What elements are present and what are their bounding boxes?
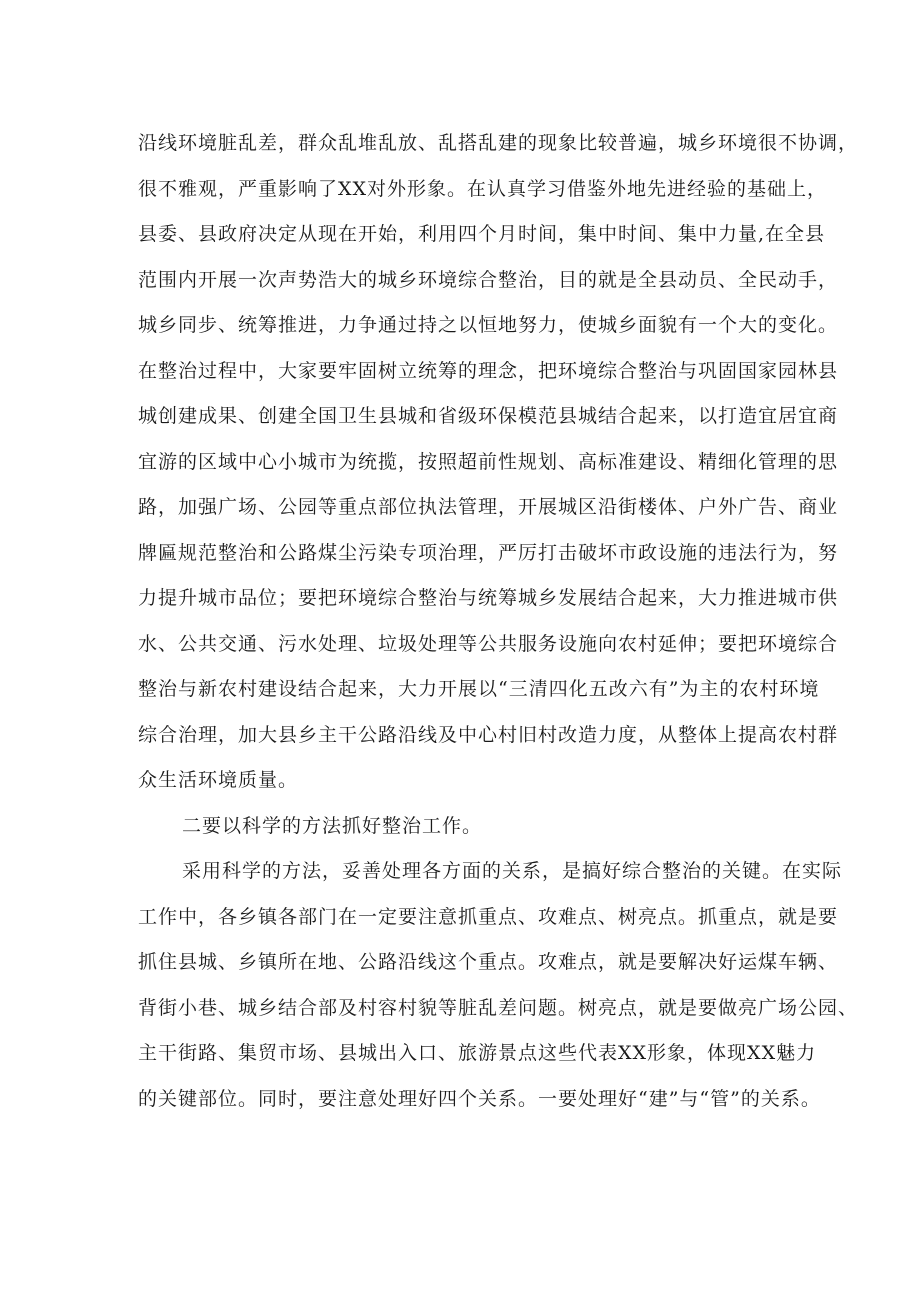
- text-line: 抓住县城、乡镇所在地、公路沿线这个重点。攻难点，就是要解决好运煤车辆、: [138, 951, 839, 973]
- text-line: 宜游的区域中心小城市为统揽，按照超前性规划、高标准建设、精细化管理的思: [138, 451, 839, 473]
- text-line: 路，加强广场、公园等重点部位执法管理，开展城区沿街楼体、户外广告、商业: [138, 496, 839, 518]
- text-line: 工作中，各乡镇各部门在一定要注意抓重点、攻难点、树亮点。抓重点，就是要: [138, 906, 839, 928]
- text-line: 水、公共交通、污水处理、垃圾处理等公共服务设施向农村延伸；要把环境综合: [138, 633, 839, 655]
- text-line: 综合治理，加大县乡主干公路沿线及中心村旧村改造力度，从整体上提高农村群: [138, 724, 839, 746]
- text-line: 很不雅观，严重影响了XX对外形象。在认真学习借鉴外地先进经验的基础上，: [138, 178, 828, 200]
- text-line: 范围内开展一次声势浩大的城乡环境综合整治，目的就是全县动员、全民动手，: [138, 269, 839, 291]
- text-line: 主干街路、集贸市场、县城出入口、旅游景点这些代表XX形象，体现XX魅力: [138, 1042, 817, 1064]
- text-line: 力提升城市品位；要把环境综合整治与统筹城乡发展结合起来，大力推进城市供: [138, 587, 839, 609]
- text-line: 采用科学的方法，妥善处理各方面的关系，是搞好综合整治的关键。在实际: [182, 860, 843, 882]
- text-line: 背街小巷、城乡结合部及村容村貌等脏乱差问题。树亮点，就是要做亮广场公园、: [138, 997, 859, 1019]
- text-line: 整治与新农村建设结合起来，大力开展以“三清四化五改六有”为主的农村环境: [138, 678, 820, 700]
- text-line: 的关键部位。同时，要注意处理好四个关系。一要处理好“建”与“管”的关系。: [138, 1088, 821, 1110]
- text-line: 城乡同步、统筹推进，力争通过持之以恒地努力，使城乡面貌有一个大的变化。: [138, 314, 839, 336]
- text-line: 牌匾规范整治和公路煤尘污染专项治理，严厉打击破坏市政设施的违法行为，努: [138, 542, 839, 564]
- section-heading: 二要以科学的方法抓好整治工作。: [182, 815, 483, 837]
- text-line: 沿线环境脏乱差，群众乱堆乱放、乱搭乱建的现象比较普遍，城乡环境很不协调，: [138, 132, 859, 154]
- text-line: 城创建成果、创建全国卫生县城和省级环保模范县城结合起来，以打造宜居宜商: [138, 405, 839, 427]
- text-line: 县委、县政府决定从现在开始，利用四个月时间，集中时间、集中力量,在全县: [138, 223, 826, 245]
- text-line: 众生活环境质量。: [138, 769, 299, 791]
- text-line: 在整治过程中，大家要牢固树立统筹的理念，把环境综合整治与巩固国家园林县: [138, 360, 839, 382]
